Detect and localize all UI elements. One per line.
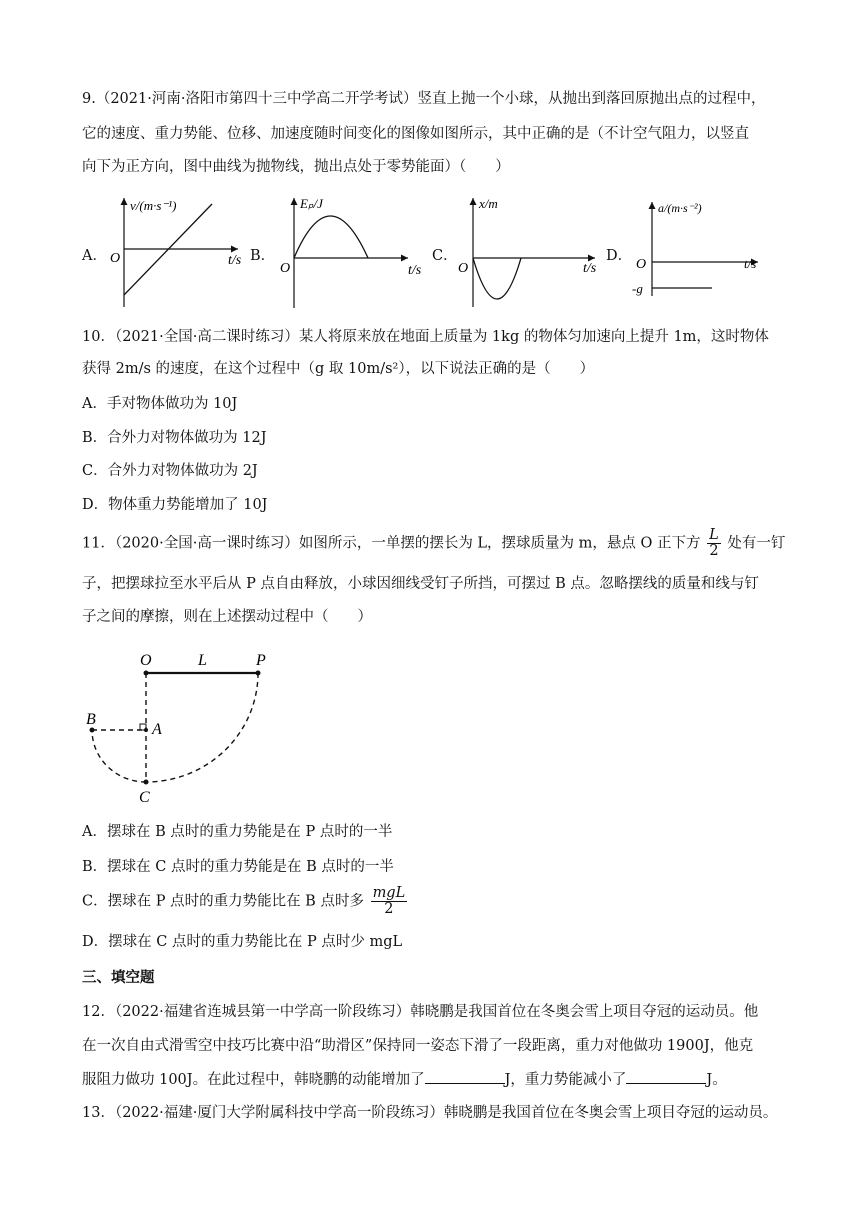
fig-label-B: B — [86, 711, 96, 728]
q13-line1: 13．（2022·福建·厦门大学附属科技中学高一阶段练习）韩晓鹏是我国首位在冬奥会雪上项目夺冠的运动员。 — [82, 1105, 778, 1121]
graph-a-origin: O — [110, 251, 121, 266]
q10-option-a: A．手对物体做功为 10J — [82, 396, 238, 412]
q10-line2: 获得 2m/s 的速度，在这个过程中（g 取 10m/s²），以下说法正确的是（ ） — [82, 361, 595, 377]
section-heading-fill-in: 三、填空题 — [82, 970, 155, 986]
graph-a-xlabel: t/s — [228, 253, 242, 268]
q11-frac-num: L — [709, 527, 719, 543]
q11-option-c-text: C．摆球在 P 点时的重力势能比在 B 点时多 — [82, 893, 364, 910]
q9-line3: 向下为正方向，图中曲线为抛物线，抛出点处于零势能面）（ ） — [82, 159, 510, 175]
q11-option-d: D．摆球在 C 点时的重力势能比在 P 点时少 mgL — [82, 934, 403, 950]
q11-line1b: 处有一钉 — [727, 535, 786, 552]
pendulum-figure — [80, 648, 300, 808]
q11-option-b: B．摆球在 C 点时的重力势能是在 B 点时的一半 — [82, 859, 394, 875]
q11-option-c-den: 2 — [384, 901, 394, 917]
q12-line2: 在一次自由式滑雪空中技巧比赛中沿“助滑区”保持同一姿态下滑了一段距离，重力对他做功 1900J，他克 — [82, 1038, 754, 1054]
q11-fraction — [707, 528, 721, 559]
q11-frac-den: 2 — [709, 543, 719, 559]
q11-option-c — [82, 886, 409, 917]
q9-option-c-label: C． — [432, 248, 458, 264]
graph-c-xlabel: t/s — [583, 261, 597, 276]
q11-line1 — [82, 528, 785, 559]
q10-option-d: D．物体重力势能增加了 10J — [82, 497, 268, 513]
q9-option-b-label: B． — [250, 248, 276, 264]
q12-line3b: J，重力势能减小了 — [504, 1072, 627, 1088]
q12-blank-1[interactable] — [425, 1069, 505, 1084]
graph-b-origin: O — [280, 261, 291, 276]
fig-label-A: A — [152, 721, 162, 738]
fig-label-O: O — [140, 652, 152, 669]
q11-line3: 子之间的摩擦，则在上述摆动过程中（ ） — [82, 609, 372, 625]
q11-line2: 子，把摆球拉至水平后从 P 点自由释放，小球因细线受钉子所挡，可摆过 B 点。忽略摆线的质量和线与钉 — [82, 576, 759, 592]
graph-a-velocity — [110, 192, 260, 312]
fig-label-L: L — [198, 652, 207, 669]
q11-line1a: 11．（2020·全国·高一课时练习）如图所示，一单摆的摆长为 L，摆球质量为 m，悬点 O 正下方 — [82, 535, 701, 552]
q9-line2: 它的速度、重力势能、位移、加速度随时间变化的图像如图所示，其中正确的是（不计空气阻力，以竖直 — [82, 126, 749, 142]
graph-d-origin: O — [636, 257, 647, 272]
q9-option-a-label: A． — [82, 248, 107, 264]
q10-option-b: B．合外力对物体做功为 12J — [82, 430, 267, 446]
graph-b-potential-energy — [278, 188, 428, 312]
q11-option-c-fraction — [371, 886, 408, 917]
graph-b-ylabel: Eₚ/J — [300, 196, 323, 211]
graph-d-neg-g: -g — [632, 281, 643, 296]
q9-option-d-label: D． — [606, 248, 633, 264]
graph-a-ylabel: v/(m·s⁻¹) — [130, 198, 177, 213]
graph-c-origin: O — [458, 261, 469, 276]
fig-label-P: P — [256, 652, 266, 669]
q12-line3a: 服阻力做功 100J。在此过程中，韩晓鹏的动能增加了 — [82, 1072, 425, 1088]
graph-d-ylabel: a/(m·s⁻²) — [658, 201, 702, 215]
q12-line3 — [82, 1069, 727, 1090]
fig-label-C: C — [139, 789, 150, 806]
q12-blank-2[interactable] — [626, 1069, 706, 1084]
graph-d-acceleration — [630, 196, 780, 306]
q9-line1: 9.（2021·河南·洛阳市第四十三中学高二开学考试）竖直上抛一个小球，从抛出到落回原抛出点的过程中， — [82, 91, 766, 107]
graph-c-displacement — [455, 192, 615, 312]
q11-option-a: A．摆球在 B 点时的重力势能是在 P 点时的一半 — [82, 824, 393, 840]
q11-option-c-num: mgL — [372, 885, 406, 901]
graph-d-xlabel: t/s — [744, 256, 757, 271]
q10-option-c: C．合外力对物体做功为 2J — [82, 463, 258, 479]
graph-c-ylabel: x/m — [479, 196, 498, 211]
q12-line3c: J。 — [706, 1072, 727, 1088]
graph-b-xlabel: t/s — [408, 263, 422, 278]
q10-line1: 10．（2021·全国·高二课时练习）某人将原来放在地面上质量为 1kg 的物体匀加速向上提升 1m，这时物体 — [82, 329, 769, 345]
q12-line1: 12．（2022·福建省连城县第一中学高一阶段练习）韩晓鹏是我国首位在冬奥会雪上项目夺冠的运动员。他 — [82, 1004, 759, 1020]
